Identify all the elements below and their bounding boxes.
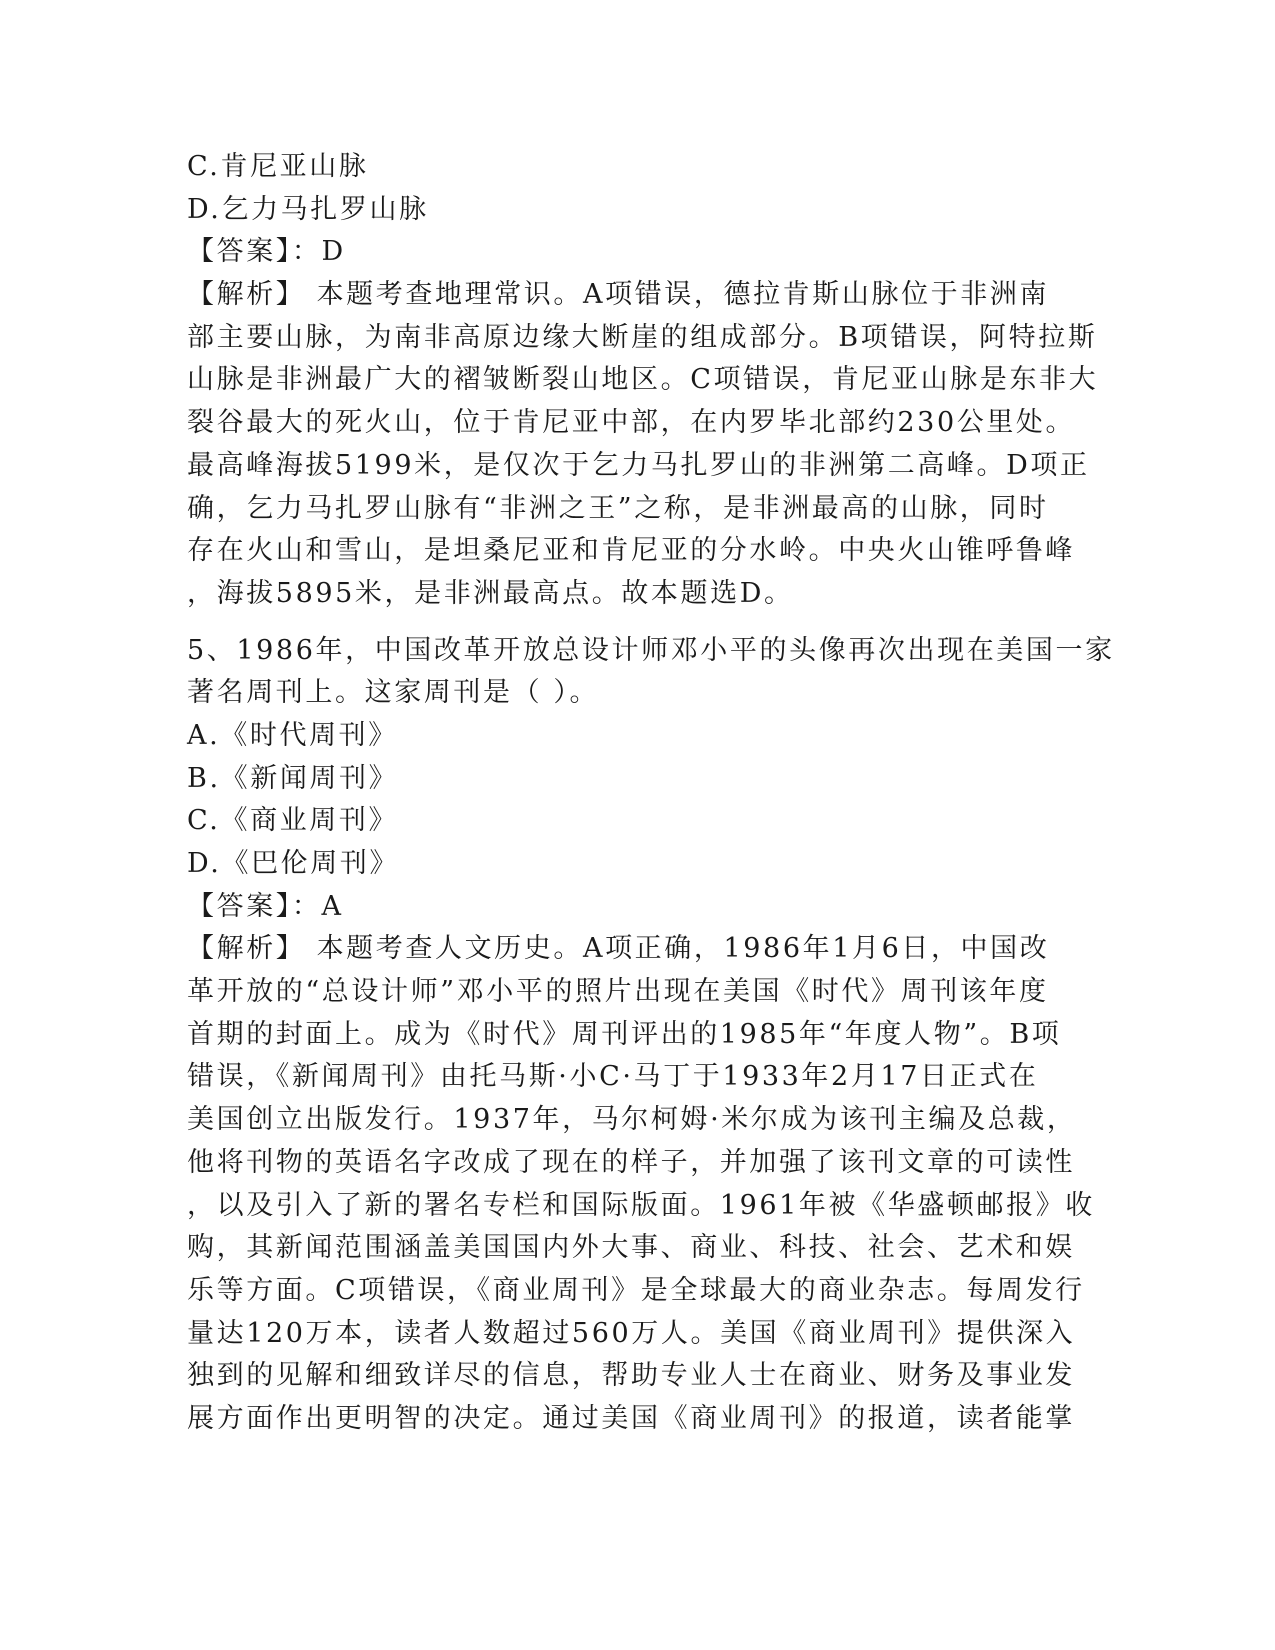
q4-option-d: D.乞力马扎罗山脉 <box>187 193 429 225</box>
q5-analysis-line: 【解析】 本题考查人文历史。A项正确，1986年1月6日，中国改 <box>187 933 1050 965</box>
q4-analysis-line: 确，乞力马扎罗山脉有“非洲之王”之称，是非洲最高的山脉，同时 <box>187 492 1049 524</box>
q5-option-a: A.《时代周刊》 <box>187 719 398 751</box>
q5-analysis-line: 革开放的“总设计师”邓小平的照片出现在美国《时代》周刊该年度 <box>187 976 1049 1008</box>
q4-analysis-line: 山脉是非洲最广大的褶皱断裂山地区。C项错误，肯尼亚山脉是东非大 <box>187 364 1099 396</box>
q5-analysis-line: 首期的封面上。成为《时代》周刊评出的1985年“年度人物”。B项 <box>187 1018 1062 1050</box>
q5-stem-line: 著名周刊上。这家周刊是（ ）。 <box>187 677 600 709</box>
q4-analysis-line: 裂谷最大的死火山，位于肯尼亚中部，在内罗毕北部约230公里处。 <box>187 407 1076 439</box>
q4-option-c: C.肯尼亚山脉 <box>187 151 369 182</box>
q4-analysis-line: 【解析】 本题考查地理常识。A项错误，德拉肯斯山脉位于非洲南 <box>187 279 1050 311</box>
q5-answer: 【答案】：A <box>187 890 344 922</box>
q5-analysis-line: 乐等方面。C项错误，《商业周刊》是全球最大的商业杂志。每周发行 <box>187 1274 1085 1306</box>
q5-option-d: D.《巴伦周刊》 <box>187 848 400 879</box>
q4-answer: 【答案】：D <box>187 236 346 268</box>
q5-stem-line: 5、1986年，中国改革开放总设计师邓小平的头像再次出现在美国一家 <box>187 634 1115 666</box>
q5-option-c: C.《商业周刊》 <box>187 805 399 837</box>
q5-option-b: B.《新闻周刊》 <box>187 762 399 794</box>
q5-analysis-line: 展方面作出更明智的决定。通过美国《商业周刊》的报道，读者能掌 <box>187 1402 1075 1434</box>
question-gap <box>187 616 1077 630</box>
q4-analysis-line: ，海拔5895米，是非洲最高点。故本题选D。 <box>187 577 794 609</box>
document-page <box>187 146 1115 1441</box>
q5-analysis-line: 购，其新闻范围涵盖美国国内外大事、商业、科技、社会、艺术和娱 <box>187 1232 1075 1264</box>
q5-analysis-line: 他将刊物的英语名字改成了现在的样子，并加强了该刊文章的可读性 <box>187 1146 1075 1178</box>
q5-analysis-line: 量达120万本，读者人数超过560万人。美国《商业周刊》提供深入 <box>187 1317 1076 1349</box>
q5-analysis-line: 错误，《新闻周刊》由托马斯·小C·马丁于1933年2月17日正式在 <box>187 1061 1039 1093</box>
q4-analysis-line: 部主要山脉，为南非高原边缘大断崖的组成部分。B项错误，阿特拉斯 <box>187 321 1098 353</box>
q4-analysis-line: 最高峰海拔5199米，是仅次于乞力马扎罗山的非洲第二高峰。D项正 <box>187 449 1090 481</box>
q4-analysis-line: 存在火山和雪山，是坦桑尼亚和肯尼亚的分水岭。中央火山锥呼鲁峰 <box>187 535 1075 567</box>
q5-analysis-line: 美国创立出版发行。1937年，马尔柯姆·米尔成为该刊主编及总裁， <box>187 1104 1077 1136</box>
q5-analysis-line: 独到的见解和细致详尽的信息，帮助专业人士在商业、财务及事业发 <box>187 1360 1075 1392</box>
q5-analysis-line: ，以及引入了新的署名专栏和国际版面。1961年被《华盛顿邮报》收 <box>187 1189 1095 1221</box>
